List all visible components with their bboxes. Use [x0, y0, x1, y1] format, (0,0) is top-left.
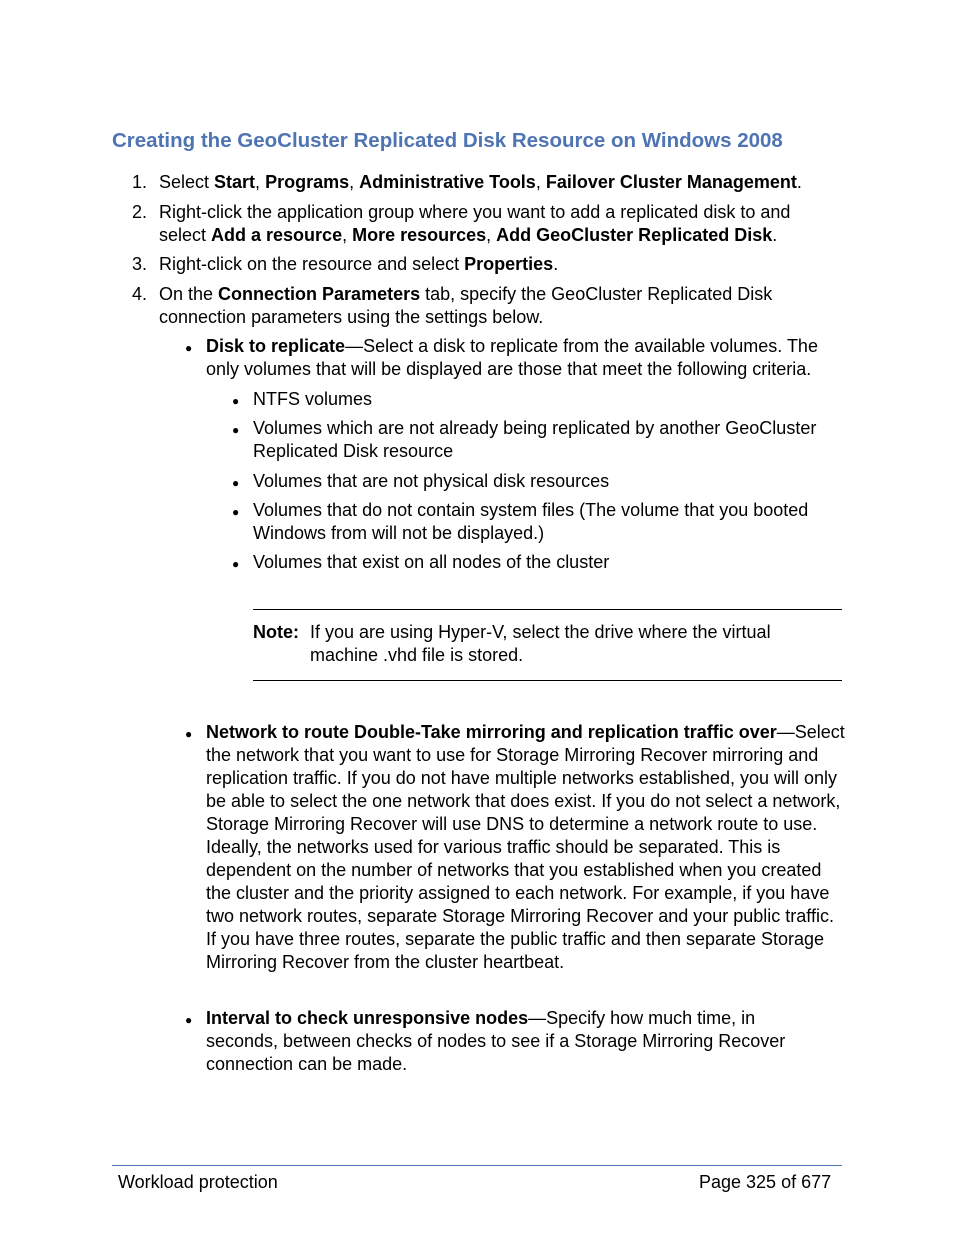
bullet-dot: ●	[185, 1013, 193, 1027]
text-run: ,	[349, 172, 360, 192]
text-run: ,	[486, 225, 497, 245]
bold-run: Connection Parameters	[218, 284, 421, 304]
bold-run: Add a resource	[211, 225, 343, 245]
text-run: Select	[159, 172, 215, 192]
bold-run: Disk to replicate	[206, 336, 346, 356]
step-number: 1.	[132, 172, 148, 192]
text-run: On the	[159, 284, 219, 304]
bullet-dot: ●	[185, 341, 193, 355]
bullet-dot: ●	[232, 505, 240, 519]
bullet-dot: ●	[232, 423, 240, 437]
text-run: tab, specify the GeoCluster Replicated Disk connection parameters using the settings below.	[159, 284, 773, 327]
text-run: ,	[342, 225, 353, 245]
text-run: .	[772, 225, 778, 245]
bullet-dot: ●	[185, 727, 193, 741]
footer-section-title: Workload protection	[118, 1172, 278, 1192]
criteria-text: Volumes which are not already being replicated by another GeoCluster Replicated Disk resource	[253, 418, 817, 461]
text-run: ,	[535, 172, 546, 192]
text-run: —Select a disk to replicate from the available volumes. The only volumes that will be displayed are those that meet the following criteria.	[206, 336, 818, 379]
bold-run: More resources	[352, 225, 487, 245]
bullet-text	[206, 1007, 826, 1076]
bullet-dot: ●	[232, 394, 240, 408]
step-text	[159, 283, 799, 329]
bold-run: Add GeoCluster Replicated Disk	[496, 225, 773, 245]
step-text	[159, 253, 849, 276]
note-top-rule	[253, 609, 842, 610]
note-label: Note:	[253, 622, 299, 642]
criteria-text: Volumes that are not physical disk resources	[253, 471, 610, 491]
bold-run: Properties	[464, 254, 554, 274]
note-bottom-rule	[253, 680, 842, 681]
section-heading: Creating the GeoCluster Replicated Disk Resource on Windows 2008	[112, 129, 783, 152]
text-run: —Specify how much time, in seconds, between checks of nodes to see if a Storage Mirroring Recover connection can be made.	[206, 1008, 786, 1074]
text-run: Right-click on the resource and select	[159, 254, 465, 274]
text-run: —Select the network that you want to use for Storage Mirroring Recover mirroring and replication traffic. If you do not have multiple networks established, you will only be able to select the one network that does exist. If you do not select a network, Storage Mirroring Recover will use DNS to determine a network route to use. Ideally, the networks used for various traffic should be separated. This is dependent on the number of networks that you established when you created the cluster and the priority assigned to each network. For example, if you have two network routes, separate Storage Mirroring Recover and your public traffic. If you have three routes, separate the public traffic and then separate Storage Mirroring Recover from the cluster heartbeat.	[206, 722, 845, 972]
bold-run: Administrative Tools	[359, 172, 536, 192]
step-text	[159, 201, 819, 247]
criteria-text: Volumes that exist on all nodes of the cluster	[253, 552, 610, 572]
bullet-dot: ●	[232, 476, 240, 490]
text-run: .	[553, 254, 559, 274]
bold-run: Programs	[265, 172, 350, 192]
step-number: 4.	[132, 284, 148, 304]
text-run: .	[796, 172, 802, 192]
step-text	[159, 171, 849, 194]
bullet-text	[206, 335, 846, 381]
note-text: If you are using Hyper-V, select the drive where the virtual machine .vhd file is stored.	[310, 622, 771, 665]
text-run: Right-click the application group where you want to add a replicated disk to and select	[159, 202, 791, 245]
criteria-text: Volumes that do not contain system files (The volume that you booted Windows from will not be displayed.)	[253, 500, 809, 543]
footer-page-number: Page 325 of 677	[699, 1172, 832, 1192]
bold-run: Start	[214, 172, 256, 192]
criteria-text: NTFS volumes	[253, 389, 373, 409]
step-number: 3.	[132, 254, 148, 274]
bold-run: Network to route Double-Take mirroring and replication traffic over	[206, 722, 777, 742]
bullet-text	[206, 721, 846, 974]
step-number: 2.	[132, 202, 148, 222]
text-run: ,	[255, 172, 266, 192]
bold-run: Interval to check unresponsive nodes	[206, 1008, 529, 1028]
bold-run: Failover Cluster Management	[545, 172, 797, 192]
footer-rule	[112, 1165, 842, 1166]
bullet-dot: ●	[232, 557, 240, 571]
